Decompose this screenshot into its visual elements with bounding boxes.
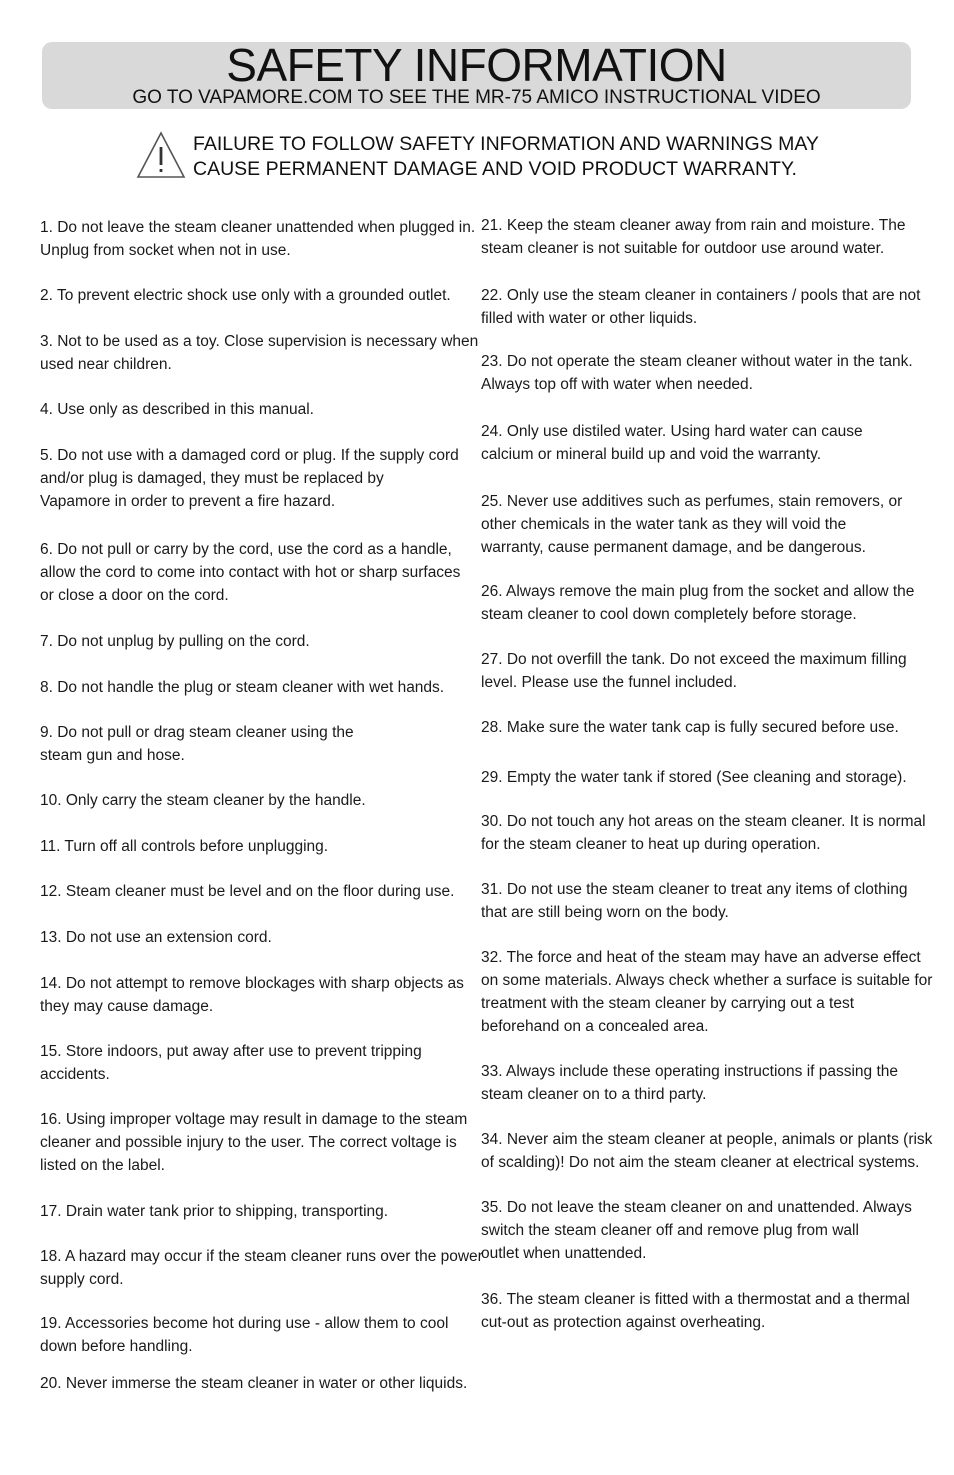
safety-item — [481, 214, 921, 260]
safety-item-line: steam cleaner is not suitable for outdoor use around water. — [481, 240, 885, 257]
safety-item — [40, 1372, 480, 1395]
safety-item — [40, 1245, 483, 1291]
safety-item-line: 4. Use only as described in this manual. — [40, 401, 314, 418]
safety-item — [40, 1312, 480, 1358]
safety-item-line: cleaner and possible injury to the user. The correct voltage is — [40, 1134, 457, 1151]
safety-item-line: 23. Do not operate the steam cleaner without water in the tank. — [481, 353, 913, 370]
safety-item-line: 35. Do not leave the steam cleaner on and unattended. Always — [481, 1199, 912, 1216]
safety-item-line: 34. Never aim the steam cleaner at people, animals or plants (risk — [481, 1131, 933, 1148]
warning-line: CAUSE PERMANENT DAMAGE AND VOID PRODUCT WARRANTY. — [193, 158, 797, 180]
safety-item-line: 21. Keep the steam cleaner away from rain and moisture. The — [481, 217, 906, 234]
safety-item-line: used near children. — [40, 356, 172, 373]
safety-item-line: warranty, cause permanent damage, and be dangerous. — [481, 539, 866, 556]
safety-item — [481, 284, 921, 330]
safety-item-line: 33. Always include these operating instructions if passing the — [481, 1063, 899, 1080]
safety-item-line: Unplug from socket when not in use. — [40, 242, 291, 259]
safety-item-line: they may cause damage. — [40, 998, 214, 1015]
safety-item — [40, 330, 480, 376]
safety-item — [40, 880, 480, 903]
safety-item-line: 22. Only use the steam cleaner in containers / pools that are not — [481, 287, 921, 304]
page-subtitle: GO TO VAPAMORE.COM TO SEE THE MR-75 AMICO INSTRUCTIONAL VIDEO — [132, 87, 821, 108]
safety-item-line: outlet when unattended. — [481, 1245, 647, 1262]
safety-item-line: 2. To prevent electric shock use only with a grounded outlet. — [40, 287, 451, 304]
safety-item — [40, 444, 480, 513]
safety-item-line: down before handling. — [40, 1338, 193, 1355]
safety-item-line: listed on the label. — [40, 1157, 165, 1174]
safety-item-line: Vapamore in order to prevent a fire hazard. — [40, 493, 336, 510]
safety-item-line: 18. A hazard may occur if the steam cleaner runs over the power — [40, 1248, 483, 1265]
safety-item-line: calcium or mineral build up and void the warranty. — [481, 446, 822, 463]
safety-item-line: 12. Steam cleaner must be level and on the floor during use. — [40, 883, 455, 900]
safety-item-line: allow the cord to come into contact with hot or sharp surfaces — [40, 564, 461, 581]
warning-line: FAILURE TO FOLLOW SAFETY INFORMATION AND WARNINGS MAY — [193, 133, 819, 155]
safety-item-line: 15. Store indoors, put away after use to prevent tripping — [40, 1043, 422, 1060]
safety-item-line: 31. Do not use the steam cleaner to treat any items of clothing — [481, 881, 908, 898]
safety-item-line: 26. Always remove the main plug from the socket and allow the — [481, 583, 915, 600]
safety-item-line: level. Please use the funnel included. — [481, 674, 737, 691]
safety-item — [40, 630, 480, 653]
safety-item-line: 11. Turn off all controls before unplugging. — [40, 838, 329, 855]
safety-item — [40, 721, 480, 767]
safety-item-line: switch the steam cleaner off and remove plug from wall — [481, 1222, 859, 1239]
safety-item — [481, 810, 926, 856]
safety-item — [481, 766, 921, 789]
safety-item-line: 24. Only use distiled water. Using hard water can cause — [481, 423, 863, 440]
safety-item-line: 30. Do not touch any hot areas on the steam cleaner. It is normal — [481, 813, 926, 830]
safety-item-line: 16. Using improper voltage may result in damage to the steam — [40, 1111, 468, 1128]
warning-message — [193, 132, 893, 182]
safety-item-line: cut-out as protection against overheating. — [481, 1314, 766, 1331]
safety-item — [481, 1288, 921, 1334]
safety-item-line: 17. Drain water tank prior to shipping, transporting. — [40, 1203, 389, 1220]
safety-item — [481, 350, 921, 396]
safety-item — [481, 648, 921, 694]
safety-item-line: 10. Only carry the steam cleaner by the handle. — [40, 792, 366, 809]
safety-item-line: 20. Never immerse the steam cleaner in water or other liquids. — [40, 1375, 468, 1392]
safety-item-line: steam cleaner to cool down completely before storage. — [481, 606, 857, 623]
safety-item-line: 27. Do not overfill the tank. Do not exceed the maximum filling — [481, 651, 907, 668]
safety-item-line: Always top off with water when needed. — [481, 376, 753, 393]
safety-item — [40, 1108, 480, 1177]
safety-item — [481, 1196, 921, 1265]
safety-item-line: 29. Empty the water tank if stored (See cleaning and storage). — [481, 769, 907, 786]
safety-item — [40, 216, 480, 262]
safety-item-line: or close a door on the cord. — [40, 587, 229, 604]
safety-item-line: for the steam cleaner to heat up during operation. — [481, 836, 821, 853]
safety-item — [481, 420, 921, 466]
safety-item-line: 28. Make sure the water tank cap is fully secured before use. — [481, 719, 899, 736]
safety-item-line: 1. Do not leave the steam cleaner unattended when plugged in. — [40, 219, 476, 236]
safety-item-line: 13. Do not use an extension cord. — [40, 929, 272, 946]
safety-item — [40, 538, 480, 607]
safety-item — [40, 1040, 480, 1086]
safety-item-line: filled with water or other liquids. — [481, 310, 698, 327]
safety-item-line: accidents. — [40, 1066, 110, 1083]
safety-item — [481, 580, 921, 626]
safety-item-line: 14. Do not attempt to remove blockages with sharp objects as — [40, 975, 464, 992]
safety-item-line: 9. Do not pull or drag steam cleaner using the — [40, 724, 354, 741]
safety-item-line: 6. Do not pull or carry by the cord, use the cord as a handle, — [40, 541, 452, 558]
safety-item-line: supply cord. — [40, 1271, 124, 1288]
safety-item — [481, 946, 933, 1038]
safety-item-line: 5. Do not use with a damaged cord or plug. If the supply cord — [40, 447, 459, 464]
safety-item — [40, 972, 480, 1018]
page-title: SAFETY INFORMATION — [226, 39, 727, 91]
safety-item — [481, 1060, 921, 1106]
warning-triangle-icon — [136, 131, 186, 179]
safety-item-line: steam cleaner on to a third party. — [481, 1086, 707, 1103]
safety-item — [40, 398, 480, 421]
safety-item-line: steam gun and hose. — [40, 747, 185, 764]
safety-item — [40, 789, 480, 812]
safety-item-line: 32. The force and heat of the steam may have an adverse effect — [481, 949, 921, 966]
safety-item — [481, 716, 921, 739]
safety-item — [40, 926, 480, 949]
safety-item-line: and/or plug is damaged, they must be replaced by — [40, 470, 384, 487]
safety-item-line: 36. The steam cleaner is fitted with a thermostat and a thermal — [481, 1291, 910, 1308]
safety-item — [40, 835, 480, 858]
safety-item — [481, 878, 921, 924]
safety-item — [481, 490, 921, 559]
safety-item-line: 7. Do not unplug by pulling on the cord. — [40, 633, 310, 650]
safety-item — [40, 284, 480, 307]
safety-item-line: of scalding)! Do not aim the steam cleaner at electrical systems. — [481, 1154, 920, 1171]
safety-item-line: 8. Do not handle the plug or steam cleaner with wet hands. — [40, 679, 445, 696]
safety-item-line: other chemicals in the water tank as they will void the — [481, 516, 847, 533]
header-bar — [42, 39, 911, 109]
safety-item — [481, 1128, 933, 1174]
safety-item-line: on some materials. Always check whether a surface is suitable for — [481, 972, 933, 989]
safety-item — [40, 676, 480, 699]
safety-item — [40, 1200, 480, 1223]
safety-item-line: beforehand on a concealed area. — [481, 1018, 709, 1035]
safety-item-line: that are still being worn on the body. — [481, 904, 729, 921]
safety-item-line: 3. Not to be used as a toy. Close supervision is necessary when — [40, 333, 479, 350]
safety-item-line: 25. Never use additives such as perfumes, stain removers, or — [481, 493, 903, 510]
safety-item-line: 19. Accessories become hot during use - allow them to cool — [40, 1315, 449, 1332]
safety-item-line: treatment with the steam cleaner by carrying out a test — [481, 995, 855, 1012]
